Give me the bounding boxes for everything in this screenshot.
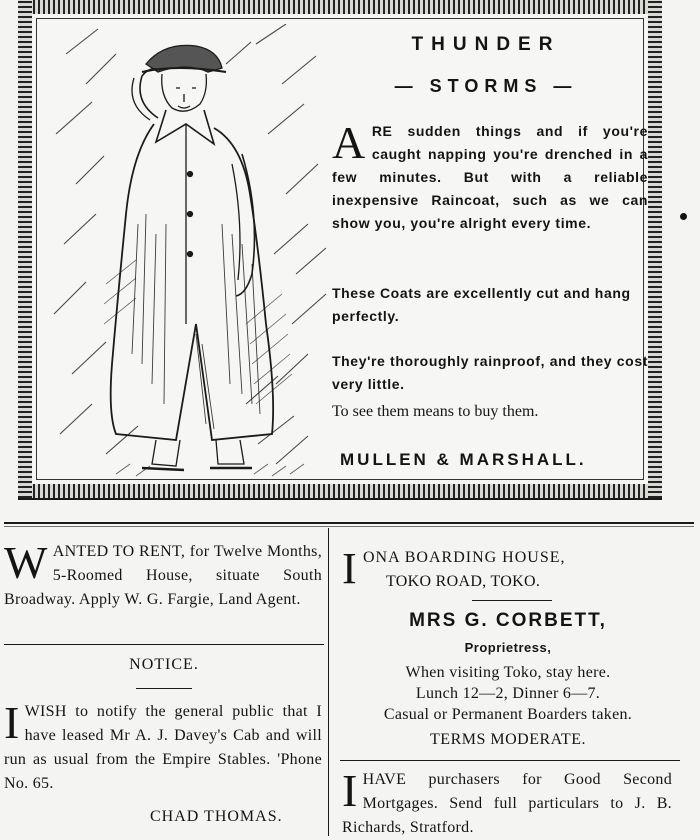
ad-paragraph-buy: To see them means to buy them. — [332, 403, 539, 420]
margin-bullet — [680, 213, 687, 220]
boarding-title-line1: ONA BOARDING HOUSE, — [362, 549, 566, 566]
boarding-proprietor: MRS G. CORBETT, — [409, 610, 607, 631]
boarding-title-line2: TOKO ROAD, TOKO. — [386, 573, 541, 590]
ad-drop-cap: A — [332, 117, 366, 168]
ad-heading-thunder: THUNDER — [411, 34, 561, 55]
boarding-short-rule — [472, 600, 552, 601]
boarding-terms: TERMS MODERATE. — [430, 731, 586, 748]
section-rule-top — [4, 522, 694, 524]
ad-border-bottom — [18, 484, 662, 498]
ad-firm-name: MULLEN & MARSHALL. — [340, 450, 587, 469]
right-rule-1 — [340, 760, 680, 761]
notice-drop-cap: I — [4, 697, 20, 748]
boarding-line-boarders: Casual or Permanent Boarders taken. — [383, 706, 633, 723]
man-in-raincoat-illustration — [46, 24, 336, 484]
boarding-line-hours: Lunch 12—2, Dinner 6—7. — [415, 685, 601, 702]
section-rule-top-thin — [4, 526, 694, 527]
wanted-drop-cap: W — [4, 537, 48, 588]
boarding-details — [340, 662, 676, 750]
notice-heading: NOTICE. — [129, 656, 199, 673]
boarding-house-title — [342, 546, 672, 594]
boarding-drop-cap: I — [342, 544, 357, 593]
boarding-role: Proprietress, — [464, 640, 552, 655]
boarding-line-visit: When visiting Toko, stay here. — [405, 664, 611, 681]
notice-short-rule — [136, 688, 192, 689]
column-divider — [328, 528, 329, 836]
notice-ad — [4, 697, 322, 796]
wanted-text: ANTED TO RENT, for Twelve Months, 5-Roomed House, situate South Broadway. Apply W. G. Fargie, Land Agent. — [4, 543, 322, 608]
left-rule-1 — [4, 644, 324, 645]
ad-heading-storms: — STORMS — — [394, 76, 578, 96]
ad-paragraph-rainproof: They're thoroughly rainproof, and they cost very little. — [332, 353, 648, 392]
notice-signature: CHAD THOMAS. — [150, 808, 283, 825]
ad-border-top — [18, 0, 662, 14]
mortgages-text: HAVE purchasers for Good Second Mortgages. Send full particulars to J. B. Richards, Stratford. — [342, 771, 672, 836]
ad-border-right — [648, 0, 662, 498]
mortgages-drop-cap: I — [342, 765, 358, 816]
ad-paragraph-intro — [332, 117, 648, 235]
ad-paragraph-intro-text: RE sudden things and if you're caught napping you're drenched in a few minutes. But with a reliable inexpensive Raincoat, such as we can show you, you're alright every time. — [332, 123, 648, 231]
ad-text-block — [326, 26, 650, 486]
ad-border-left — [18, 0, 32, 498]
mortgages-ad — [342, 765, 672, 840]
notice-text: WISH to notify the general public that I have leased Mr A. J. Davey's Cab and will run as usual from the Empire Stables. 'Phone No. 65. — [4, 703, 322, 792]
ad-paragraph-cut: These Coats are excellently cut and hang perfectly. — [332, 285, 631, 324]
wanted-to-rent-ad — [4, 537, 322, 612]
